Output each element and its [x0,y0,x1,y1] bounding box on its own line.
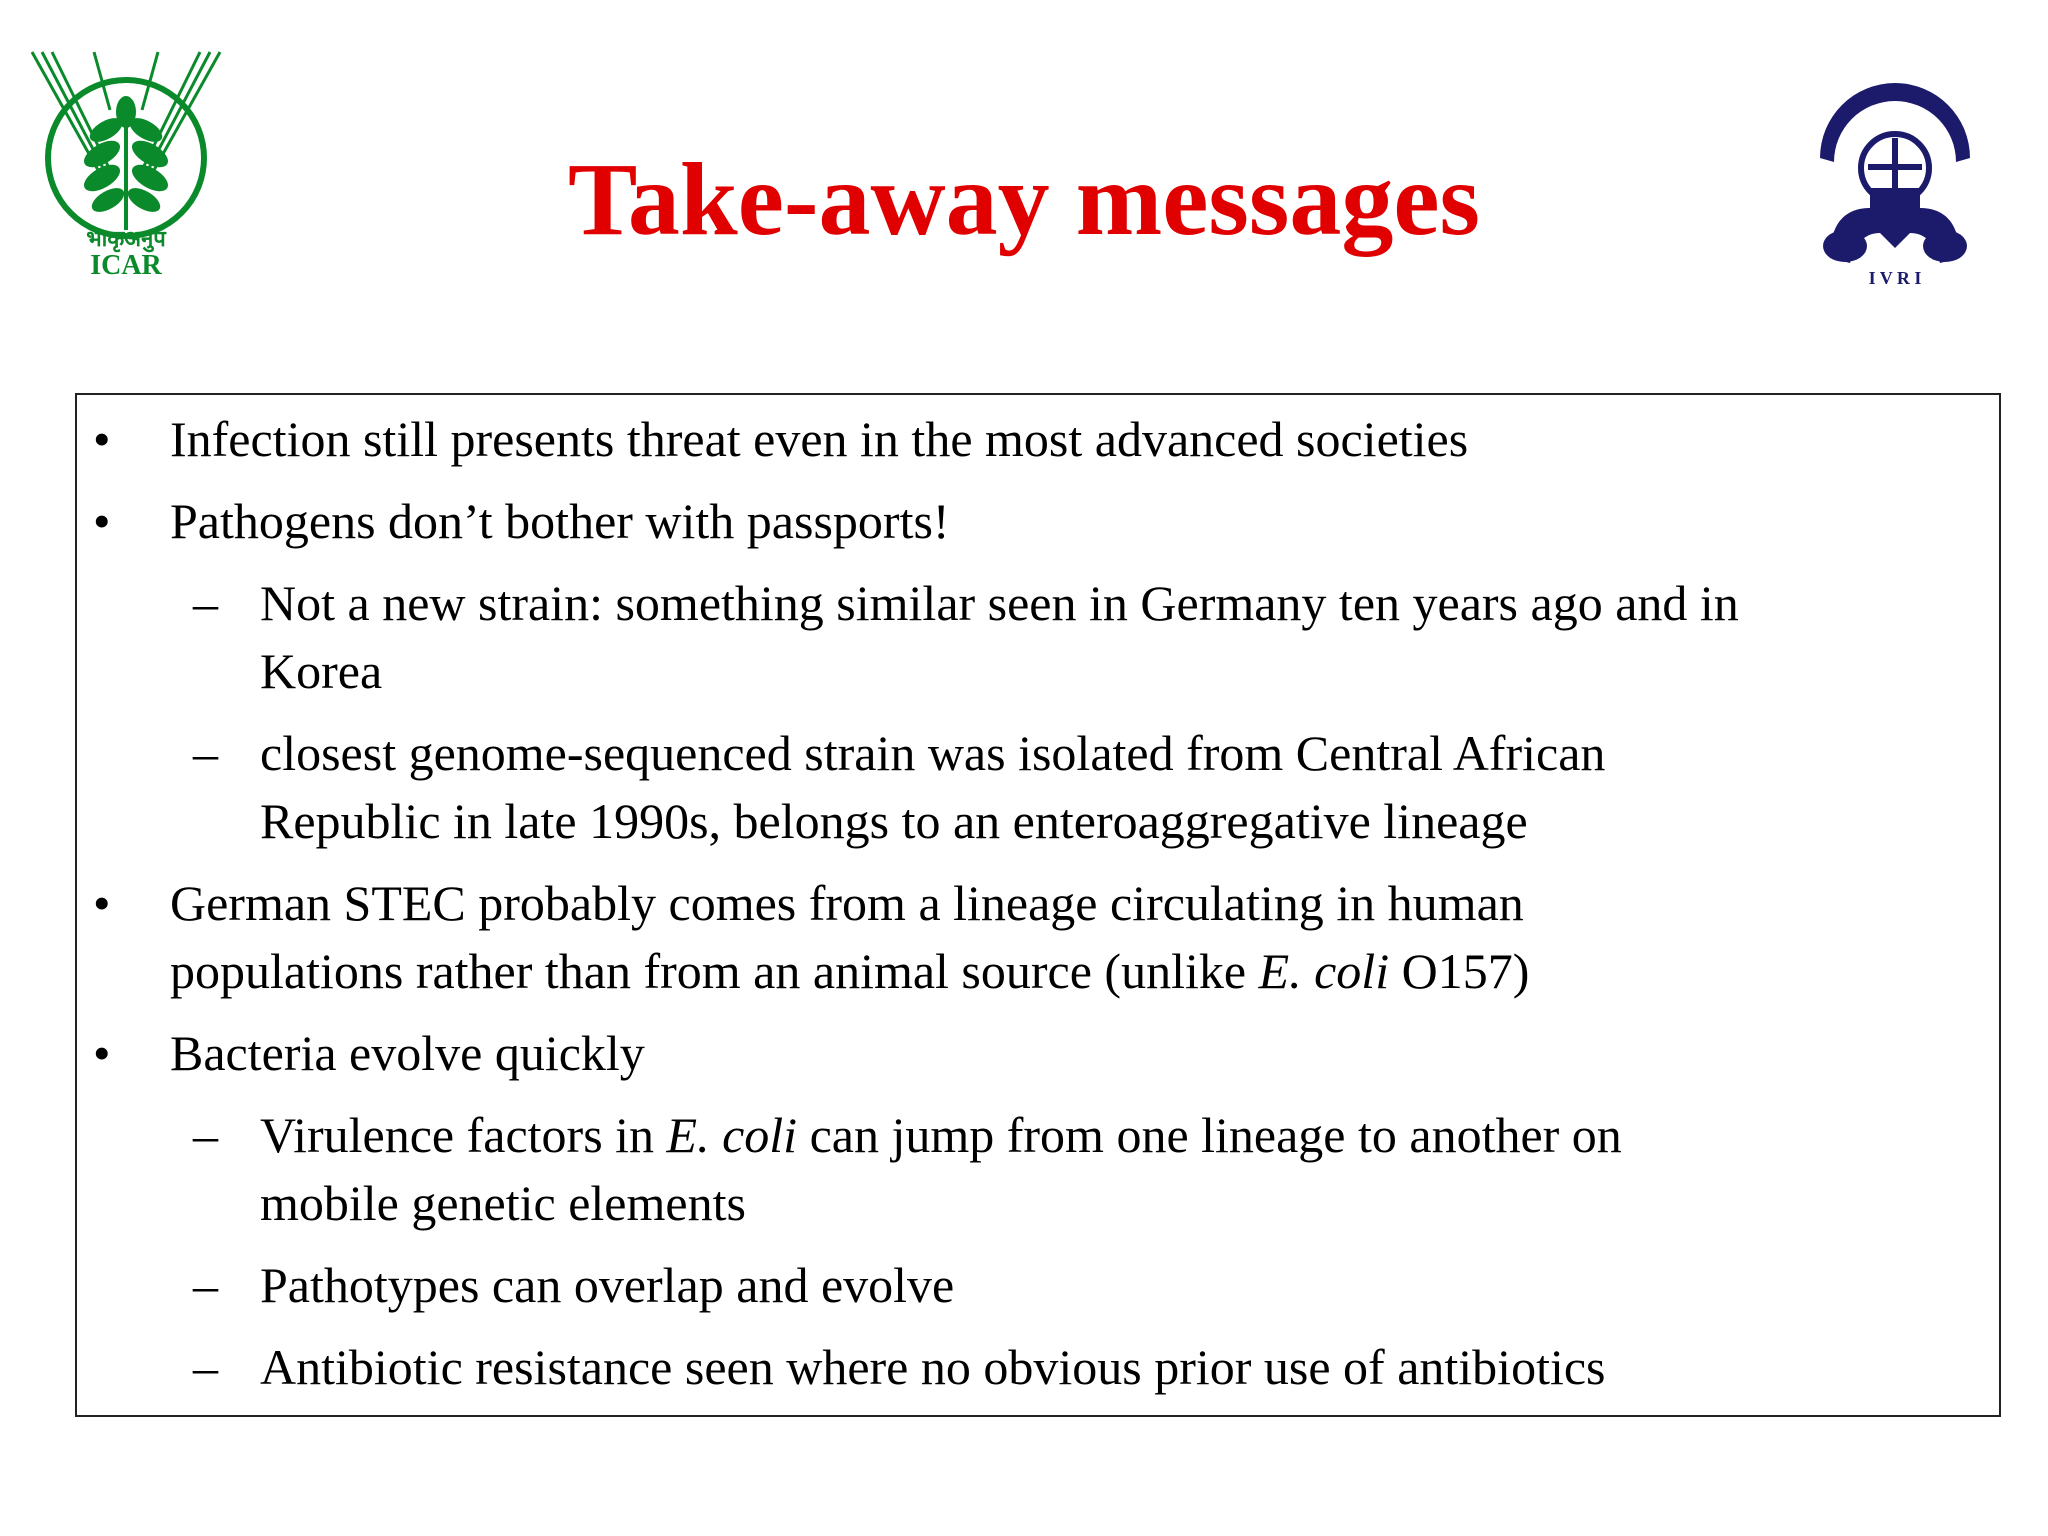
dash-marker: – [193,575,218,631]
text-run: O157) [1389,943,1530,999]
bullet-item: Pathogens don’t bother with passports! [170,493,950,549]
sub-item: Antibiotic resistance seen where no obvious prior use of antibiotics [260,1339,1606,1395]
sub-item-line: closest genome-sequenced strain was isolated from Central African [260,725,1606,781]
dash-marker: – [193,1107,218,1163]
bullet-marker: • [93,875,111,931]
dash-marker: – [193,1257,218,1313]
text-run: can jump from one lineage to another on [797,1107,1622,1163]
text-run: populations rather than from an animal source (unlike [170,943,1259,999]
sub-item: Pathotypes can overlap and evolve [260,1257,955,1313]
sub-item-line: mobile genetic elements [260,1175,746,1231]
text-run: Virulence factors in [260,1107,667,1163]
ivri-logo [1800,58,1990,288]
ivri-emblem-icon [1800,58,1990,288]
species-name: E. coli [666,1107,798,1163]
bullet-marker: • [93,1025,111,1081]
icar-hindi-label: भाकृअनुप [86,227,166,252]
bullet-item: Bacteria evolve quickly [170,1025,645,1081]
sub-item-line: Korea [260,643,383,699]
sub-item-line: Republic in late 1990s, belongs to an enteroaggregative lineage [260,793,1528,849]
bullet-item: Infection still presents threat even in the most advanced societies [170,411,1469,467]
bullet-item-line: German STEC probably comes from a lineage circulating in human [170,875,1524,931]
sub-item-line [260,1101,1622,1169]
dash-marker: – [193,725,218,781]
ivri-label: I V R I [1868,268,1922,288]
icar-label: ICAR [90,250,162,280]
bullet-marker: • [93,411,111,467]
dash-marker: – [193,1339,218,1395]
species-name: E. coli [1258,943,1390,999]
bullet-item-line [170,937,1529,1005]
sub-item-line: Not a new strain: something similar seen in Germany ten years ago and in [260,575,1739,631]
slide-title: Take-away messages [568,142,1480,257]
bullet-marker: • [93,493,111,549]
